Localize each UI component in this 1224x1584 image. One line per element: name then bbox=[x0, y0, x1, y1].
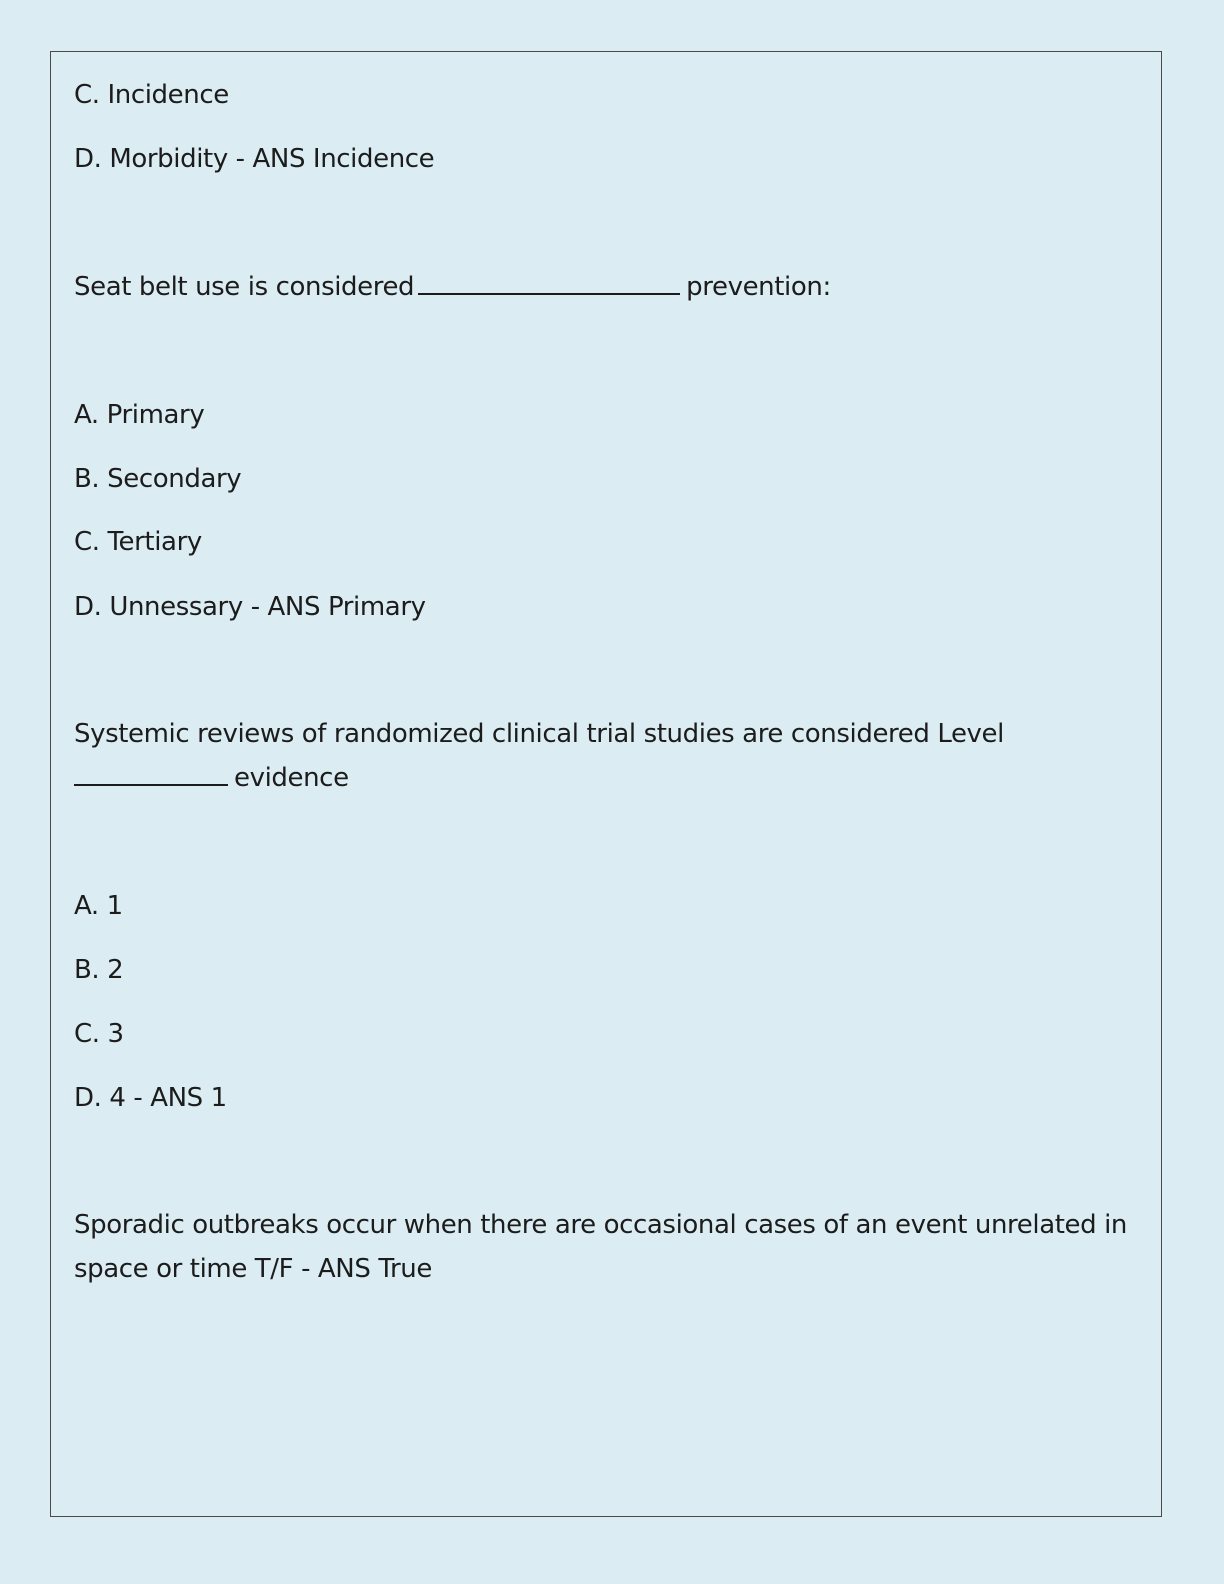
answer-blank bbox=[418, 269, 680, 295]
option-c-incidence: C. Incidence bbox=[74, 80, 229, 110]
option-b-secondary: B. Secondary bbox=[74, 464, 242, 494]
question-sporadic: Sporadic outbreaks occur when there are occasional cases of an event unrelated in space or time T/F - ANS True bbox=[74, 1210, 1127, 1284]
option-d-morbidity-answer: D. Morbidity - ANS Incidence bbox=[74, 144, 435, 174]
answer-blank bbox=[74, 760, 228, 786]
option-c-3: C. 3 bbox=[74, 1019, 124, 1049]
question-seatbelt-text-before: Seat belt use is considered bbox=[74, 272, 415, 302]
option-d-unnessary-answer: D. Unnessary - ANS Primary bbox=[74, 592, 426, 622]
option-c-tertiary: C. Tertiary bbox=[74, 527, 202, 557]
question-seatbelt bbox=[74, 265, 831, 309]
option-a-1: A. 1 bbox=[74, 891, 123, 921]
option-a-primary: A. Primary bbox=[74, 400, 205, 430]
question-seatbelt-text-after: prevention: bbox=[686, 272, 831, 302]
question-systemic-line1: Systemic reviews of randomized clinical trial studies are considered Level bbox=[74, 719, 1004, 749]
option-d-4-answer: D. 4 - ANS 1 bbox=[74, 1083, 227, 1113]
question-systemic-line2 bbox=[74, 756, 349, 800]
option-b-2: B. 2 bbox=[74, 955, 124, 985]
question-systemic-text-after: evidence bbox=[234, 763, 349, 793]
